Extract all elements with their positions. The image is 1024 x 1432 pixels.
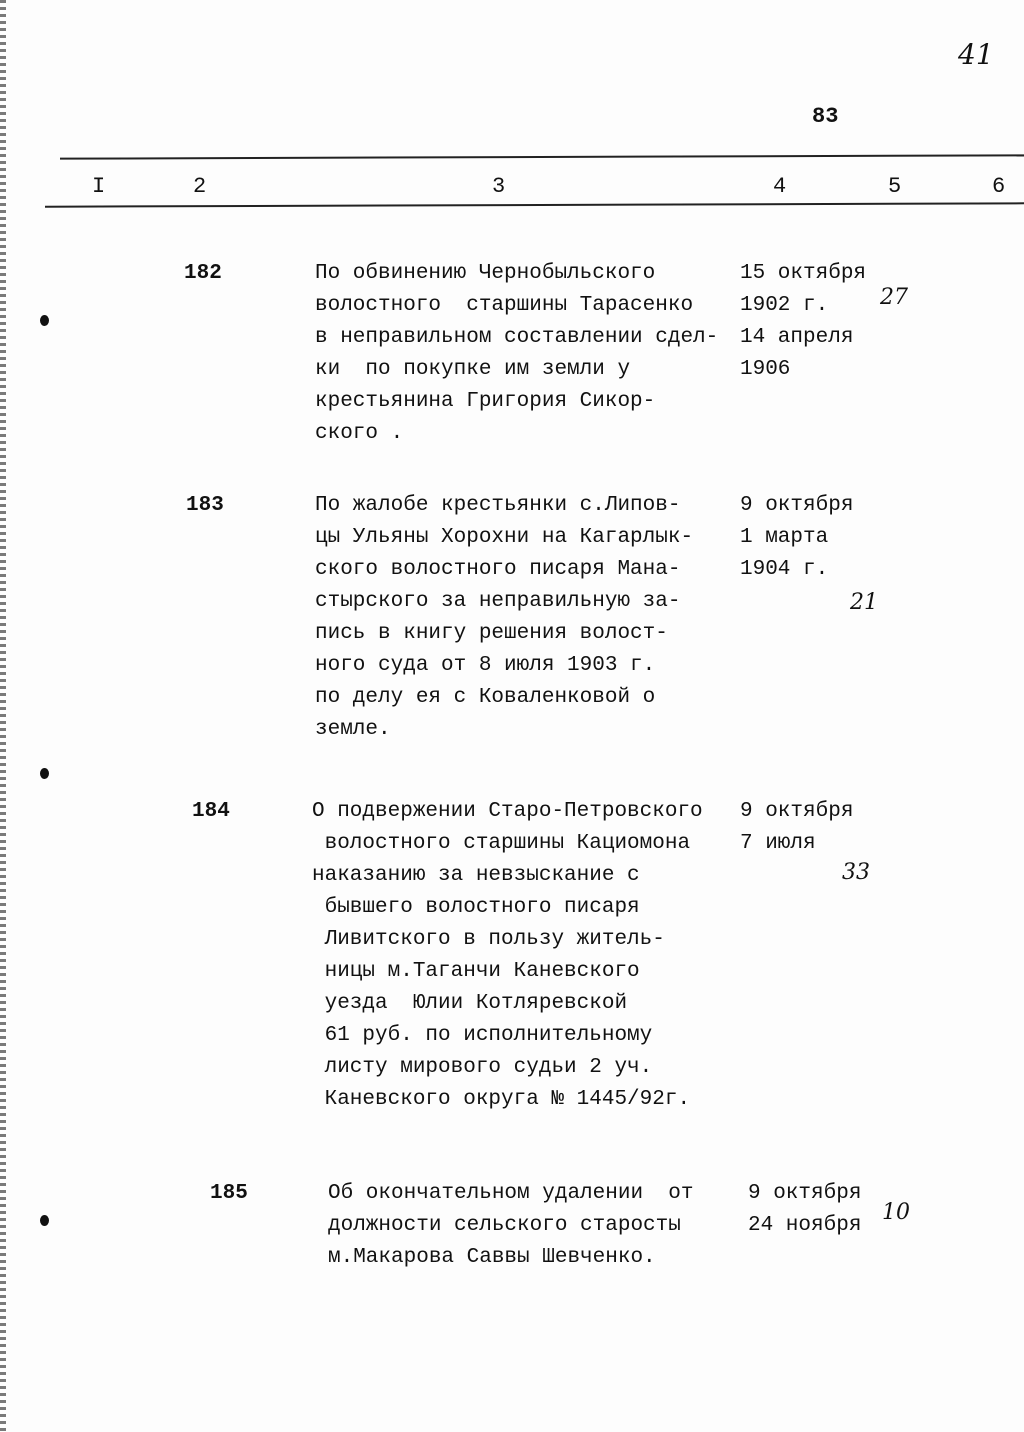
old-sheet-number: 83 — [812, 104, 839, 129]
record-description-line: в неправильном составлении сдел- — [315, 326, 719, 349]
record-description-line: О подвержении Старо-Петровского — [312, 800, 703, 823]
record-description-line: листу мирового судьи 2 уч. — [312, 1056, 653, 1079]
record-description-line: цы Ульяны Хорохни на Кагарлык- — [315, 526, 694, 549]
scan-edge — [0, 0, 6, 1432]
record-number: 184 — [192, 800, 230, 823]
record-sheet-count: 21 — [850, 590, 878, 615]
column-header-2: 2 — [193, 174, 207, 199]
record-description-line: м.Макарова Саввы Шевченко. — [328, 1246, 656, 1269]
record-description-line: волостного старшины Тарасенко — [315, 294, 694, 317]
sheet-number: 41 — [958, 38, 994, 71]
punch-hole — [40, 1215, 49, 1226]
record-description-line: наказанию за невзыскание с — [312, 864, 640, 887]
record-description-line: земле. — [315, 718, 391, 741]
record-description-line: Об окончательном удалении от — [328, 1182, 694, 1205]
record-description-line: стырского за неправильную за- — [315, 590, 681, 613]
record-date-line: 9 октября — [740, 800, 854, 823]
record-number: 183 — [186, 494, 224, 517]
record-description-line: ского волостного писаря Мана- — [315, 558, 681, 581]
record-number: 182 — [184, 262, 222, 285]
record-description-line: Каневского округа № 1445/92г. — [312, 1088, 691, 1111]
record-date-line: 15 октября — [740, 262, 867, 285]
punch-hole — [40, 768, 49, 779]
record-description-line: пись в книгу решения волост- — [315, 622, 668, 645]
record-number: 185 — [210, 1182, 248, 1205]
record-description-line: уезда Юлии Котляревской — [312, 992, 628, 1015]
record-sheet-count: 10 — [882, 1200, 910, 1225]
record-description-line: ки по покупке им земли у — [315, 358, 631, 381]
record-description-line: 61 руб. по исполнительному — [312, 1024, 653, 1047]
record-description-line: волостного старшины Кациомона — [312, 832, 691, 855]
record-date-line: 1906 — [740, 358, 791, 381]
header-top-rule — [60, 154, 1024, 159]
punch-hole — [40, 315, 49, 326]
record-description-line: ного суда от 8 июля 1903 г. — [315, 654, 656, 677]
record-date-line: 1 марта — [740, 526, 829, 549]
record-description-line: бывшего волостного писаря — [312, 896, 640, 919]
record-date-line: 24 ноября — [748, 1214, 862, 1237]
column-header-6: 6 — [992, 174, 1006, 199]
record-description-line: ского . — [315, 422, 404, 445]
record-sheet-count: 27 — [880, 285, 908, 310]
record-date-line: 7 июля — [740, 832, 816, 855]
record-date-line: 1904 г. — [740, 558, 829, 581]
record-date-line: 9 октября — [748, 1182, 862, 1205]
column-header-5: 5 — [888, 174, 902, 199]
column-header-4: 4 — [773, 174, 787, 199]
record-date-line: 1902 г. — [740, 294, 829, 317]
header-bottom-rule — [45, 202, 1024, 207]
column-header-3: 3 — [492, 174, 506, 199]
record-description-line: по делу ея с Коваленковой о — [315, 686, 656, 709]
record-sheet-count: 33 — [842, 860, 870, 885]
record-description-line: ницы м.Таганчи Каневского — [312, 960, 640, 983]
record-description-line: Ливитского в пользу житель- — [312, 928, 665, 951]
record-description-line: крестьянина Григория Сикор- — [315, 390, 656, 413]
record-date-line: 14 апреля — [740, 326, 854, 349]
record-description-line: должности сельского старосты — [328, 1214, 681, 1237]
record-date-line: 9 октября — [740, 494, 854, 517]
column-header-1: I — [92, 174, 106, 199]
record-description-line: По обвинению Чернобыльского — [315, 262, 656, 285]
record-description-line: По жалобе крестьянки с.Липов- — [315, 494, 681, 517]
